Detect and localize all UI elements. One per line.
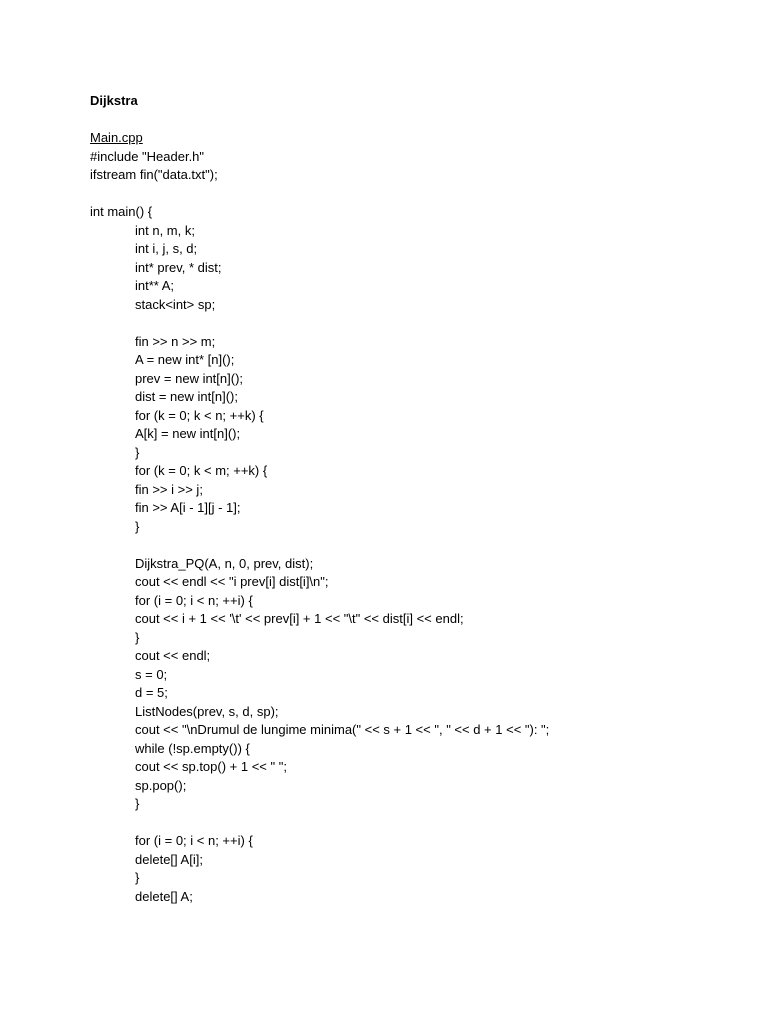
code-line: for (i = 0; i < n; ++i) {	[135, 592, 253, 608]
code-line: int** A;	[135, 278, 175, 293]
code-line: ListNodes(prev, s, d, sp);	[135, 703, 279, 719]
compute-block	[90, 555, 730, 814]
cleanup-block	[90, 832, 730, 906]
code-line: for (k = 0; k < m; ++k) {	[135, 463, 268, 478]
code-line: cout << endl;	[135, 648, 211, 663]
code-line: for (i = 0; i < n; ++i) {	[135, 833, 253, 848]
code-line: while (!sp.empty()) {	[135, 740, 250, 756]
code-line: cout << sp.top() + 1 << " ";	[135, 759, 287, 774]
preamble-block	[90, 148, 730, 185]
code-line: }	[135, 444, 140, 460]
code-line: A = new int* [n]();	[135, 352, 235, 367]
code-line: #include "Header.h"	[90, 148, 205, 164]
code-line: }	[135, 518, 140, 534]
declarations-block	[90, 222, 730, 315]
code-line: fin >> A[i - 1][j - 1];	[135, 500, 241, 515]
code-line: cout << endl << "i prev[i] dist[i]\n";	[135, 574, 329, 589]
code-line: sp.pop();	[135, 777, 187, 793]
code-line: delete[] A;	[135, 888, 193, 904]
code-line: for (k = 0; k < n; ++k) {	[135, 407, 264, 423]
code-line: fin >> i >> j;	[135, 481, 203, 497]
code-line: }	[135, 796, 140, 811]
code-line: fin >> n >> m;	[135, 333, 216, 349]
spacer	[90, 314, 730, 333]
spacer	[90, 536, 730, 555]
code-line: dist = new int[n]();	[135, 389, 238, 404]
code-line: cout << "\nDrumul de lungime minima(" << s + 1 << ", " << d + 1 << "): ";	[135, 722, 550, 737]
file-name-label: Main.cpp	[90, 130, 143, 145]
code-line: }	[135, 870, 140, 885]
document-title: Dijkstra	[90, 93, 138, 108]
spacer	[90, 814, 730, 833]
document-page	[90, 92, 730, 906]
code-line: delete[] A[i];	[135, 851, 203, 867]
code-line: int* prev, * dist;	[135, 259, 222, 275]
main-signature: int main() {	[90, 204, 153, 219]
read-block	[90, 333, 730, 537]
code-line: stack<int> sp;	[135, 296, 216, 312]
code-line: Dijkstra_PQ(A, n, 0, prev, dist);	[135, 555, 314, 571]
code-line: ifstream fin("data.txt");	[90, 167, 218, 182]
code-line: s = 0;	[135, 666, 168, 682]
code-line: int n, m, k;	[135, 222, 195, 238]
code-line: A[k] = new int[n]();	[135, 426, 241, 441]
spacer	[90, 185, 730, 204]
code-line: prev = new int[n]();	[135, 370, 244, 386]
code-line: }	[135, 629, 140, 645]
code-line: d = 5;	[135, 685, 168, 700]
spacer	[90, 111, 730, 130]
code-line: cout << i + 1 << '\t' << prev[i] + 1 << "\t" << dist[i] << endl;	[135, 611, 464, 626]
code-line: int i, j, s, d;	[135, 241, 198, 256]
